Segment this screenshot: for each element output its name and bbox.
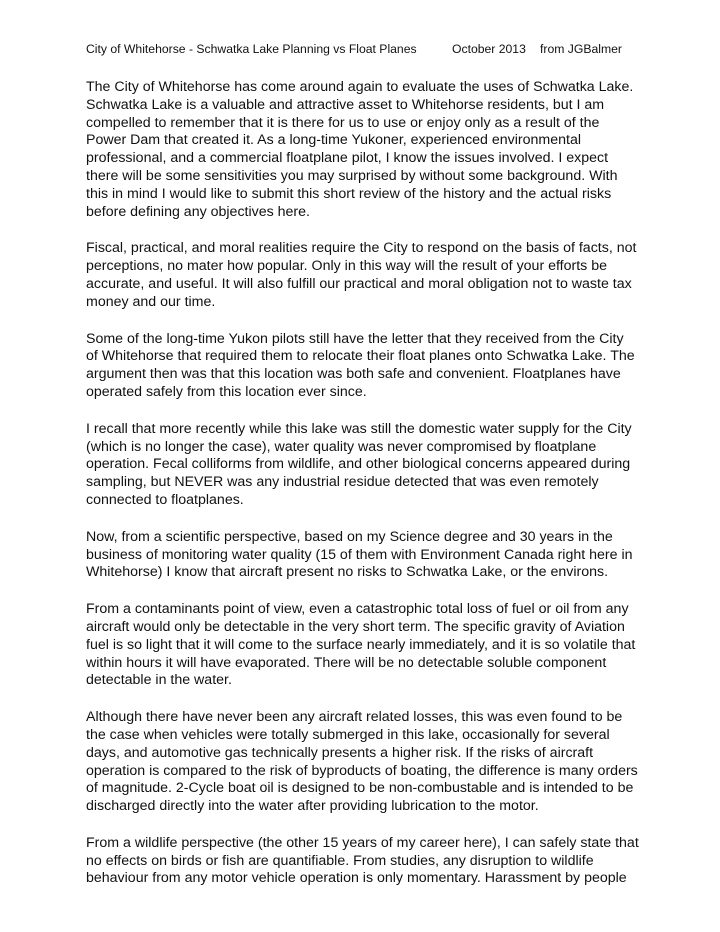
paragraph-contaminants: From a contaminants point of view, even a catastrophic total loss of fuel or oil from any aircraft would only be detectable in the very short term. The specific gravity of Aviation fuel is so light that it will come to the surface nearly immediately, and it is so volatile that within hours it will have evaporated. There will be no detectable soluble component detectable in the water.: [86, 601, 636, 689]
paragraph-intro: The City of Whitehorse has come around again to evaluate the uses of Schwatka Lake. Schwatka Lake is a valuable and attractive asset to Whitehorse residents, but I am compelled to remember that it is there for us to use or enjoy only as a result of the Power Dam that created it. As a long-time Yukoner, experienced environmental professional, and a commercial floatplane pilot, I know the issues involved. I expect there will be some sensitivities you may surprised by without some background. With this in mind I would like to submit this short review of the history and the actual risks before defining any objectives here.: [86, 79, 634, 220]
paragraph-water-supply: I recall that more recently while this lake was still the domestic water supply for the City (which is no longer the case), water quality was never compromised by floatplane operation. Fecal colliforms from wildlife, and other biological concerns appeared during sampling, but NEVER was any industrial residue detected that was even remotely connected to floatplanes.: [86, 420, 632, 508]
paragraph-pilot-history: Some of the long-time Yukon pilots still have the letter that they received from the City of Whitehorse that required them to relocate their float planes onto Schwatka Lake. The argument then was that this location was both safe and convenient. Floatplanes have operated safely from this location ever since.: [86, 330, 635, 400]
paragraph-risk-comparison: Although there have never been any aircraft related losses, this was even found to be the case when vehicles were totally submerged in this lake, occasionally for several days, and automotive gas technically presents a higher risk. If the risks of aircraft operation is compared to the risk of byproducts of boating, the difference is many orders of magnitude. 2-Cycle boat oil is designed to be non-combustable and is intended to be discharged directly into the water after providing lubrication to the motor.: [86, 709, 638, 815]
header-title: City of Whitehorse - Schwatka Lake Planning vs Float Planes: [86, 42, 417, 56]
document-body: [86, 79, 639, 907]
paragraph-wildlife: From a wildlife perspective (the other 15 years of my career here), I can safely state that no effects on birds or fish are quantifiable. From studies, any disruption to wildlife behaviour from any motor vehicle operation is only momentary. Harassment by people: [86, 834, 639, 887]
page-header: [86, 41, 646, 57]
header-date: October 2013: [452, 42, 526, 56]
header-author: from JGBalmer: [540, 42, 622, 56]
paragraph-scientific-perspective: Now, from a scientific perspective, based on my Science degree and 30 years in the business of monitoring water quality (15 of them with Environment Canada right here in Whitehorse) I know that aircraft present no risks to Schwatka Lake, or the environs.: [86, 528, 633, 581]
paragraph-fiscal-realities: Fiscal, practical, and moral realities require the City to respond on the basis of facts, not perceptions, no mater how popular. Only in this way will the result of your efforts be accurate, and useful. It will also fulfill our practical and moral obligation not to waste tax money and our time.: [86, 240, 637, 310]
